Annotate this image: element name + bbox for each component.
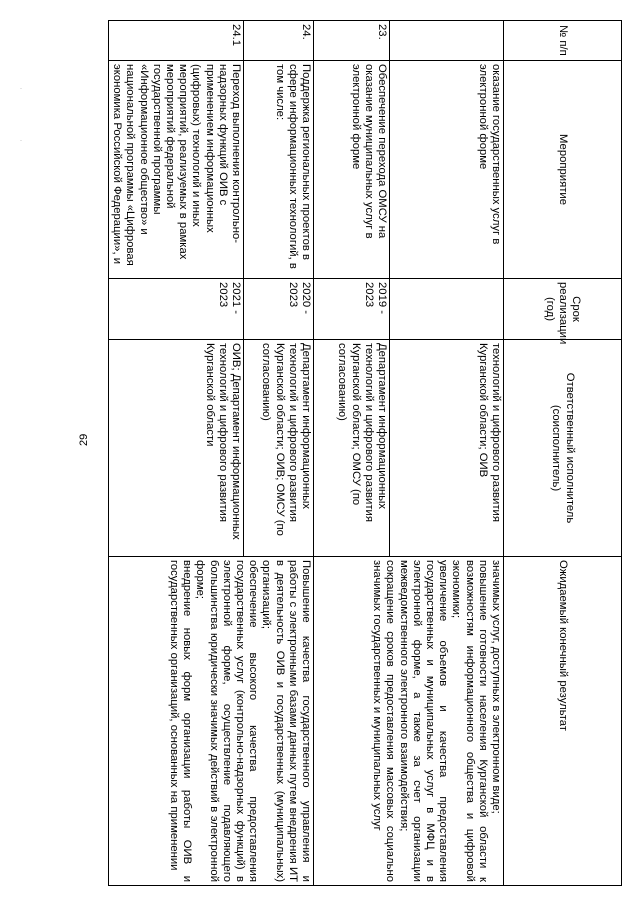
table-header-row bbox=[504, 21, 622, 886]
header-period: Срок реализации (год) bbox=[504, 279, 622, 340]
scan-dot-top: · bbox=[20, 86, 22, 92]
scan-dot-bottom: · bbox=[20, 138, 22, 144]
row-event: Переход выполнения контрольно-надзорных функций ОИВ с применением информационных (цифровых) технологий и иных мероприятий, реализуемых в рамках мероприятий федеральной государственной программы «Информационное общество» и национальной программы «Цифровая экономика Российской Федерации», и bbox=[108, 61, 243, 279]
row-number: 24. bbox=[244, 21, 314, 61]
row-number bbox=[390, 21, 504, 61]
table-row bbox=[390, 21, 504, 886]
row-period bbox=[390, 279, 504, 340]
table-row bbox=[244, 21, 314, 886]
row-number: 23. bbox=[314, 21, 390, 61]
result-line: повышение готовности населения Курганской области к возможностям информационного общества и цифровой экономики; bbox=[450, 560, 489, 882]
result-line: обеспечение высокого качества предоставления государственных услуг (контрольно-надзорных функций) в электронной форме, осуществление подавляющего большинства юридически значимых действий в электронной форме; bbox=[194, 560, 260, 882]
header-event: Мероприятие bbox=[504, 61, 622, 279]
result-line: значимых услуг, доступных в электронном виде; bbox=[490, 560, 502, 814]
result-line: увеличение объемов и качества предоставления государственных и муниципальных услуг в МФЦ и в электронной форме, а также за счет организации межведомственного электронного взаимодействия; bbox=[397, 560, 450, 882]
row-executor: Департамент информационных технологий и цифрового развития Курганской области; ОМСУ (по согласованию) bbox=[314, 340, 390, 557]
rotated-table-wrapper bbox=[112, 20, 622, 885]
header-executor: Ответственный исполнитель (соисполнитель) bbox=[504, 340, 622, 557]
row-period: 2020 - 2023 bbox=[244, 279, 314, 340]
row-event: оказание государственных услуг в электронной форме bbox=[390, 61, 504, 279]
row-number: 24.1 bbox=[108, 21, 243, 61]
row-executor: технологий и цифрового развития Курганской области; ОИВ bbox=[390, 340, 504, 557]
page-number: 29 bbox=[78, 433, 90, 446]
result-line: сокращение сроков предоставления массовых социально значимых государственных и муниципальных услуг bbox=[371, 560, 397, 882]
row-result bbox=[314, 557, 504, 886]
row-period: 2021 - 2023 bbox=[108, 279, 243, 340]
header-number: № п/п bbox=[504, 21, 622, 61]
result-line: внедрение новых форм организации работы ОИВ и государственных организаций, основанных на применении bbox=[167, 560, 194, 882]
events-table bbox=[108, 20, 622, 886]
row-result bbox=[108, 557, 313, 886]
row-executor: ОИВ; Департамент информационных технологий и цифрового развития Курганской области bbox=[108, 340, 243, 557]
row-period: 2019 - 2023 bbox=[314, 279, 390, 340]
row-executor: Департамент информационных технологий и цифрового развития Курганской области; ОИВ; ОМСУ (по согласованию) bbox=[244, 340, 314, 557]
row-event: Поддержка региональных проектов в сфере информационных технологий, в том числе: bbox=[244, 61, 314, 279]
result-line: Повышение качества государственного управления и работы с электронными базами данных путем внедрения ИТ в деятельность ОИВ и государственных (муниципальных) организаций; bbox=[260, 560, 312, 882]
row-event: Обеспечение перехода ОМСУ на оказание муниципальных услуг в электронной форме bbox=[314, 61, 390, 279]
header-result: Ожидаемый конечный результат bbox=[504, 557, 622, 886]
